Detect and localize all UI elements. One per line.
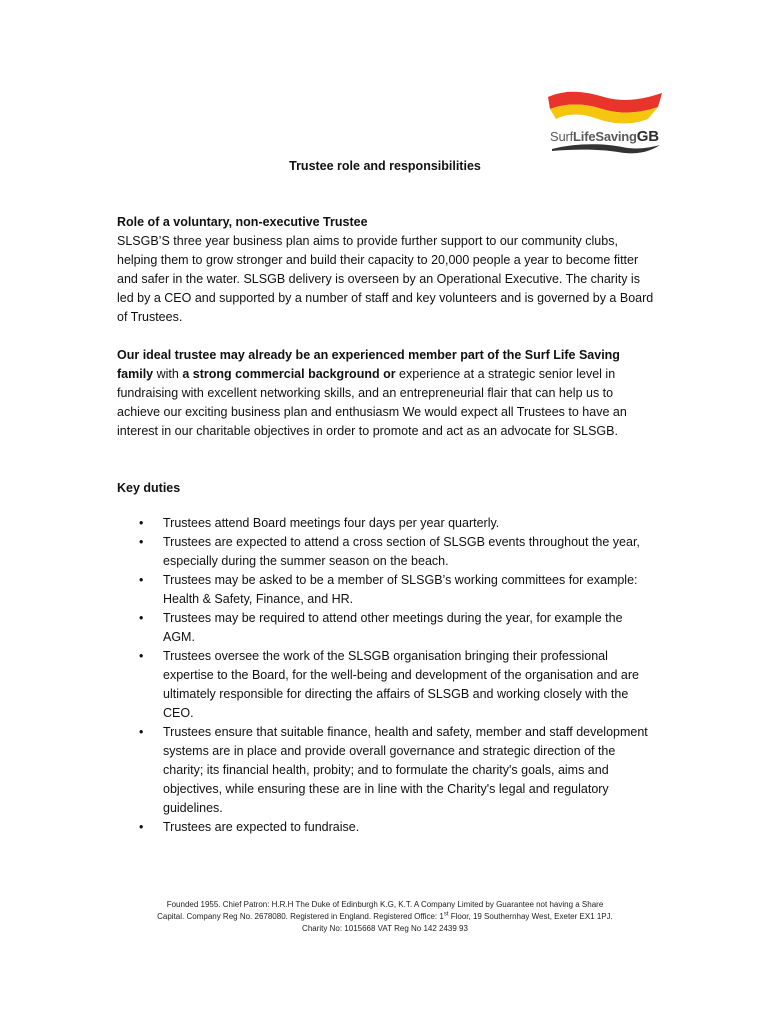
- bullet-icon: •: [139, 649, 144, 663]
- logo-text-lifesaving: LifeSaving: [573, 129, 637, 144]
- bullet-icon: •: [139, 820, 144, 834]
- footer-line-1: Founded 1955. Chief Patron: H.R.H The Duke of Edinburgh K.G, K.T. A Company Limited by Guarantee not having a Share: [166, 900, 604, 909]
- logo-text-gb: GB: [636, 128, 659, 145]
- bullet-icon: •: [139, 725, 144, 739]
- list-item-text: Trustees are expected to attend a cross section of SLSGB events throughout the year, especially during the summer season on the beach.: [163, 535, 640, 568]
- list-item: [117, 533, 657, 571]
- bullet-icon: •: [139, 573, 144, 587]
- bullet-icon: •: [139, 535, 144, 549]
- footer: [100, 899, 670, 935]
- list-item-text: Trustees are expected to fundraise.: [163, 820, 360, 834]
- list-item: [117, 514, 657, 533]
- footer-line-3: Charity No: 1015668 VAT Reg No 142 2439 93: [302, 924, 468, 933]
- list-item: [117, 571, 657, 609]
- page-title: Trustee role and responsibilities: [289, 159, 481, 173]
- ideal-bold-2: a strong commercial background or: [182, 367, 396, 381]
- key-duties-list: [117, 514, 657, 837]
- ideal-bold-1: Our ideal trustee may already be an experienced member part of the Surf Life Saving family: [117, 348, 620, 381]
- list-item: [117, 647, 657, 723]
- flag-icon: [544, 85, 666, 157]
- list-item-text: Trustees may be required to attend other meetings during the year, for example the AGM.: [163, 611, 623, 644]
- list-item-text: Trustees attend Board meetings four days per year quarterly.: [163, 516, 500, 530]
- role-paragraph: SLSGB’S three year business plan aims to provide further support to our community clubs, helping them to grow stronger and build their capacity to 20,000 people a year to become fitter and safer in the water. SLSGB delivery is overseen by an Operational Executive. The charity is led by a CEO and supported by a number of staff and key volunteers and is governed by a Board of Trustees.: [117, 234, 654, 324]
- list-item-text: Trustees may be asked to be a member of SLSGB’s working committees for example: Health & Safety, Finance, and HR.: [163, 573, 638, 606]
- logo-text-surf: Surf: [550, 129, 574, 144]
- role-heading: Role of a voluntary, non-executive Trustee: [117, 215, 368, 229]
- list-item-text: Trustees oversee the work of the SLSGB organisation bringing their professional expertise to the Board, for the well-being and development of the organisation and are ultimately responsible for directing the affairs of SLSGB and working closely with the CEO.: [163, 649, 640, 720]
- list-item: [117, 723, 657, 818]
- footer-line-2-sup: st: [443, 911, 449, 918]
- ideal-text-2: experience at a strategic senior level in fundraising with excellent networking skills, and an entrepreneurial flair that can help us to achieve our exciting business plan and enthusiasm We would expect all Trustees to have an interest in our charitable objectives in order to promote and act as an advocate for SLSGB.: [117, 367, 627, 438]
- document-body: [117, 213, 657, 837]
- ideal-text-1: with: [153, 367, 183, 381]
- list-item-text: Trustees ensure that suitable finance, health and safety, member and staff development systems are in place and provide overall governance and strategic direction of the charity; its financial health, probity; and to formulate the charity's goals, aims and objectives, while ensuring these are in line with the Charity's legal and regulatory guidelines.: [163, 725, 648, 815]
- footer-line-2-b: Floor, 19 Southernhay West, Exeter EX1 1PJ.: [448, 912, 613, 921]
- bullet-icon: •: [139, 516, 144, 530]
- list-item: [117, 818, 657, 837]
- key-duties-heading: Key duties: [117, 481, 181, 495]
- surf-life-saving-gb-logo: [544, 85, 666, 157]
- ideal-trustee-paragraph: [117, 346, 657, 441]
- bullet-icon: •: [139, 611, 144, 625]
- list-item: [117, 609, 657, 647]
- footer-line-2: [100, 911, 670, 923]
- footer-line-2-a: Capital. Company Reg No. 2678080. Registered in England. Registered Office: 1: [157, 912, 444, 921]
